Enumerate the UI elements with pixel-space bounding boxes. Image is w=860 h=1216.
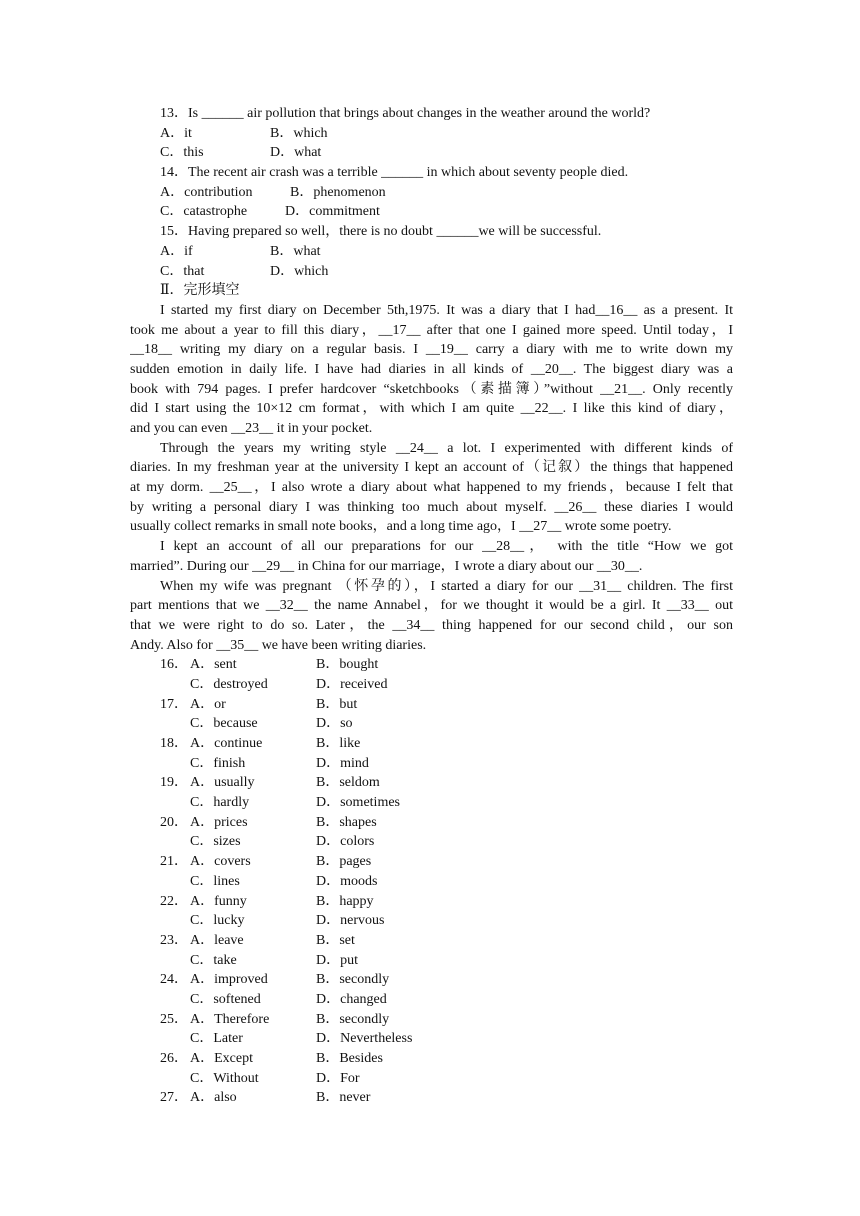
question-number: 17． bbox=[160, 696, 188, 712]
passage-line: When my wife was pregnant （怀孕的），I started a diary for our __31__ children. The first bbox=[160, 578, 733, 594]
option: A．it bbox=[160, 125, 192, 141]
passage-line: married”. During our __29__ in China for our marriage，I wrote a diary about our __30__. bbox=[130, 558, 643, 574]
question-stem: 13．Is ______ air pollution that brings about changes in the weather around the world? bbox=[160, 106, 651, 121]
question-number: 20． bbox=[160, 814, 188, 830]
option: A．Except bbox=[190, 1051, 253, 1066]
option: C．that bbox=[160, 263, 205, 279]
option: D．colors bbox=[316, 834, 375, 850]
cloze-option-row bbox=[130, 1069, 733, 1089]
question-number: 25． bbox=[160, 1011, 188, 1027]
passage-line: at my dorm. __25__，I also wrote a diary about what happened to my friends，because I felt that bbox=[130, 480, 733, 496]
question-number: 21． bbox=[160, 854, 188, 870]
passage-line: Through the years my writing style __24__ a lot. I experimented with different kinds of bbox=[160, 440, 733, 456]
cloze-option-row bbox=[130, 1029, 733, 1049]
option: A．funny bbox=[190, 893, 247, 909]
cloze-option-row bbox=[130, 773, 733, 793]
option: D．nervous bbox=[316, 913, 385, 929]
question-stem: 15．Having prepared so well，there is no doubt ______we will be successful. bbox=[160, 224, 602, 240]
option: D．For bbox=[316, 1070, 360, 1086]
cloze-option-row bbox=[130, 931, 733, 951]
cloze-option-row bbox=[130, 1010, 733, 1030]
passage-line: part mentions that we __32__ the name Annabel，for we thought it would be a girl. It __33__ out bbox=[130, 598, 733, 614]
cloze-option-row bbox=[130, 675, 733, 695]
option: A．covers bbox=[190, 854, 251, 870]
passage-line: sudden emotion in daily life. I have had diaries in all kinds of __20__. The biggest diary was a bbox=[130, 361, 733, 377]
cloze-option-row bbox=[130, 892, 733, 912]
cloze-option-row bbox=[130, 734, 733, 754]
passage-line: I kept an account of all our preparations for our __28__， with the title “How we got bbox=[160, 539, 733, 555]
passage-line: diaries. In my freshman year at the university I kept an account of（记叙）the things that happened bbox=[130, 460, 733, 476]
cloze-options bbox=[130, 655, 733, 1108]
question-number: 23． bbox=[160, 932, 188, 948]
option: A．if bbox=[160, 243, 193, 259]
option: B．set bbox=[316, 932, 355, 948]
option: D．which bbox=[270, 263, 329, 279]
option: D．Nevertheless bbox=[316, 1031, 413, 1047]
question-15 bbox=[130, 222, 733, 281]
option-row bbox=[130, 202, 733, 222]
cloze-option-row bbox=[130, 793, 733, 813]
cloze-option-row bbox=[130, 813, 733, 833]
option: A．continue bbox=[190, 736, 263, 751]
passage-line: that we were right to do so. Later，the __34__ thing happened for our second child，our son bbox=[130, 617, 733, 633]
option: B．which bbox=[270, 125, 328, 141]
option: C．lines bbox=[190, 873, 240, 889]
option: D．sometimes bbox=[316, 795, 400, 811]
cloze-option-row bbox=[130, 872, 733, 892]
question-13 bbox=[130, 104, 733, 163]
question-number: 27． bbox=[160, 1090, 188, 1106]
option: B．happy bbox=[316, 893, 374, 909]
option: D．commitment bbox=[285, 204, 380, 220]
passage-line: by writing a personal diary I was thinking too much about myself. __26__ these diaries I would bbox=[130, 499, 733, 515]
option: B．seldom bbox=[316, 775, 380, 791]
option: D．so bbox=[316, 716, 353, 732]
cloze-option-row bbox=[130, 754, 733, 774]
option: C．take bbox=[190, 952, 237, 968]
passage-line: and you can even __23__ it in your pocket. bbox=[130, 421, 373, 436]
cloze-option-row bbox=[130, 1088, 733, 1108]
option: D．what bbox=[270, 145, 322, 161]
question-number: 22． bbox=[160, 893, 188, 909]
option: C．finish bbox=[190, 755, 246, 771]
cloze-option-row bbox=[130, 852, 733, 872]
option: B．bought bbox=[316, 657, 379, 673]
option: D．changed bbox=[316, 991, 387, 1007]
option: B．like bbox=[316, 736, 361, 751]
passage-line: book with 794 pages. I prefer hardcover “sketchbooks（素描簿）”without __21__. Only recently bbox=[130, 381, 733, 397]
option: B．what bbox=[270, 243, 321, 259]
cloze-option-row bbox=[130, 655, 733, 675]
option: C．Without bbox=[190, 1070, 259, 1086]
option: D．received bbox=[316, 676, 388, 692]
option-row bbox=[130, 143, 733, 163]
question-number: 24． bbox=[160, 972, 188, 988]
question-number: 19． bbox=[160, 775, 188, 791]
option: C．destroyed bbox=[190, 676, 268, 692]
question-number: 16． bbox=[160, 657, 188, 673]
option: D．moods bbox=[316, 873, 378, 889]
question-stem: 14．The recent air crash was a terrible ______ in which about seventy people died. bbox=[160, 165, 629, 181]
option: B．shapes bbox=[316, 814, 377, 830]
cloze-option-row bbox=[130, 970, 733, 990]
passage-line: usually collect remarks in small note books，and a long time ago，I __27__ wrote some poetry. bbox=[130, 519, 672, 535]
cloze-option-row bbox=[130, 695, 733, 715]
passage-line: I started my first diary on December 5th,1975. It was a diary that I had__16__ as a present. It bbox=[160, 302, 733, 318]
option: B．pages bbox=[316, 854, 372, 870]
option: C．softened bbox=[190, 991, 261, 1007]
option: C．hardly bbox=[190, 795, 250, 811]
cloze-option-row bbox=[130, 1049, 733, 1069]
cloze-option-row bbox=[130, 911, 733, 931]
option: A．improved bbox=[190, 972, 268, 988]
option: B．secondly bbox=[316, 972, 390, 988]
question-number: 26． bbox=[160, 1051, 188, 1066]
question-14 bbox=[130, 163, 733, 222]
option: A．sent bbox=[190, 657, 237, 673]
passage-line: Andy. Also for __35__ we have been writing diaries. bbox=[130, 637, 427, 653]
option: A．usually bbox=[190, 775, 255, 791]
passage-line: took me about a year to fill this diary，__17__ after that one I gained more speed. Until today，I bbox=[130, 322, 733, 338]
option: C．catastrophe bbox=[160, 204, 248, 220]
option: B．phenomenon bbox=[290, 184, 386, 200]
option: C．because bbox=[190, 716, 258, 732]
cloze-option-row bbox=[130, 714, 733, 734]
option: A．contribution bbox=[160, 184, 253, 200]
option: A．or bbox=[190, 696, 226, 712]
option: A．Therefore bbox=[190, 1011, 270, 1027]
cloze-passage bbox=[130, 301, 733, 655]
option-row bbox=[130, 242, 733, 262]
option: B．Besides bbox=[316, 1051, 383, 1066]
option: A．prices bbox=[190, 814, 248, 830]
option: A．also bbox=[190, 1090, 237, 1106]
option: B．but bbox=[316, 696, 358, 712]
section-title: Ⅱ．完形填空 bbox=[160, 283, 240, 299]
option: C．Later bbox=[190, 1031, 243, 1047]
cloze-option-row bbox=[130, 990, 733, 1010]
option: C．lucky bbox=[190, 913, 245, 929]
cloze-option-row bbox=[130, 951, 733, 971]
option-row bbox=[130, 124, 733, 144]
option: A．leave bbox=[190, 932, 244, 948]
option: B．secondly bbox=[316, 1011, 390, 1027]
option: C．this bbox=[160, 145, 204, 161]
option-row bbox=[130, 262, 733, 282]
passage-line: __18__ writing my diary on a regular basis. I __19__ carry a diary with me to write down my bbox=[130, 342, 733, 358]
option: B．never bbox=[316, 1090, 371, 1106]
option: C．sizes bbox=[190, 834, 241, 850]
option-row bbox=[130, 183, 733, 203]
passage-line: did I start using the 10×12 cm format，with which I am quite __22__. I like this kind of diary， bbox=[130, 401, 733, 417]
question-number: 18． bbox=[160, 736, 188, 751]
cloze-option-row bbox=[130, 832, 733, 852]
exam-page bbox=[130, 104, 733, 1108]
option: D．put bbox=[316, 952, 358, 968]
option: D．mind bbox=[316, 755, 369, 771]
